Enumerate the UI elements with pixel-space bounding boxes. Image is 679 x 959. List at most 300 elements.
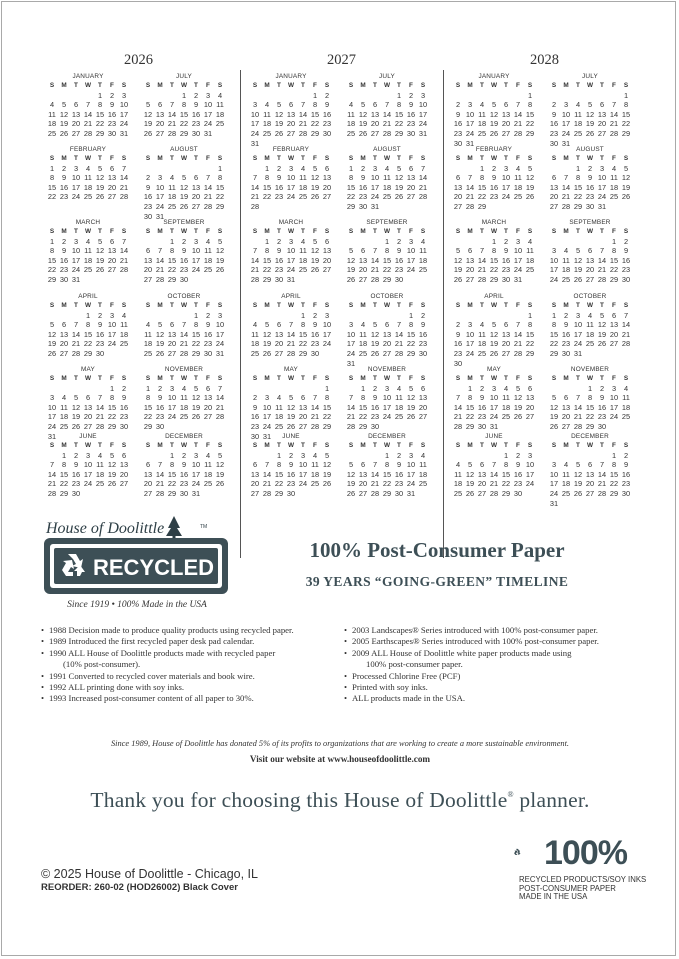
day-cell: 16 <box>310 329 320 339</box>
day-cell: 24 <box>322 339 332 349</box>
day-cell: 31 <box>119 128 129 138</box>
weekday-header: M <box>360 82 366 89</box>
day-cell: 15 <box>298 329 308 339</box>
day-blank <box>46 384 58 394</box>
day-cell: 24 <box>71 192 81 202</box>
day-cell: 24 <box>167 412 177 422</box>
month-august <box>345 145 429 212</box>
day-cell: 2 <box>479 383 485 393</box>
day-cell: 19 <box>573 479 583 489</box>
weekday-header: T <box>576 228 580 235</box>
day-cell: 25 <box>382 192 392 202</box>
day-cell: 11 <box>299 246 307 256</box>
day-cell: 26 <box>358 128 368 138</box>
weekday-header: W <box>180 375 188 382</box>
month-name: DECEMBER <box>165 433 203 440</box>
day-cell: 6 <box>169 320 175 330</box>
day-cell: 26 <box>573 274 583 284</box>
day-cell: 11 <box>419 246 427 256</box>
day-cell: 8 <box>623 100 629 110</box>
day-cell: 27 <box>274 348 284 358</box>
day-cell: 21 <box>513 119 523 129</box>
day-cell: 26 <box>47 348 57 358</box>
day-cell: 17 <box>549 265 559 275</box>
day-cell: 5 <box>491 100 497 110</box>
day-blank <box>452 451 464 461</box>
day-blank <box>166 311 178 321</box>
day-cell: 13 <box>274 329 284 339</box>
day-cell: 10 <box>191 460 201 470</box>
day-cell: 16 <box>203 329 213 339</box>
day-cell: 30 <box>418 348 428 358</box>
day-blank <box>512 311 524 321</box>
day-cell: 2 <box>372 383 378 393</box>
day-cell: 21 <box>119 182 129 192</box>
day-cell: 9 <box>623 460 629 470</box>
day-cell: 26 <box>573 488 583 498</box>
day-cell: 20 <box>143 479 153 489</box>
day-cell: 24 <box>203 119 213 129</box>
day-blank <box>548 91 560 101</box>
weekday-header: S <box>551 155 557 162</box>
weekday-header: W <box>180 442 188 449</box>
month-name: SEPTEMBER <box>569 219 611 226</box>
day-cell: 13 <box>597 109 607 119</box>
day-cell: 24 <box>286 192 296 202</box>
day-cell: 21 <box>95 412 105 422</box>
day-cell: 5 <box>157 320 163 330</box>
day-cell: 28 <box>465 201 475 211</box>
day-cell: 6 <box>145 460 151 470</box>
day-cell: 6 <box>205 383 211 393</box>
day-cell: 14 <box>71 329 81 339</box>
day-cell: 5 <box>551 393 557 403</box>
day-blank <box>345 311 357 321</box>
month-september <box>345 218 429 285</box>
day-cell: 12 <box>262 329 272 339</box>
month-grid <box>249 301 333 359</box>
day-cell: 29 <box>609 488 619 498</box>
day-cell: 8 <box>611 460 617 470</box>
weekday-header: T <box>373 375 377 382</box>
day-cell: 2 <box>109 90 115 100</box>
weekday-header: S <box>527 375 533 382</box>
day-cell: 27 <box>609 339 619 349</box>
weekday-header: S <box>121 302 127 309</box>
day-cell: 30 <box>561 348 571 358</box>
website-link[interactable]: Visit our website at www.houseofdoolittle.com <box>249 754 431 764</box>
day-cell: 23 <box>250 421 260 431</box>
day-blank <box>596 451 608 461</box>
day-cell: 13 <box>155 109 165 119</box>
day-cell: 28 <box>215 412 225 422</box>
day-cell: 11 <box>120 320 128 330</box>
month-june <box>452 432 536 499</box>
day-cell: 5 <box>491 320 497 330</box>
day-cell: 27 <box>107 265 117 275</box>
day-cell: 20 <box>382 339 392 349</box>
day-cell: 1 <box>300 310 306 320</box>
day-cell: 22 <box>346 192 356 202</box>
day-cell: 11 <box>395 393 403 403</box>
day-cell: 30 <box>453 138 463 148</box>
day-cell: 29 <box>465 421 475 431</box>
day-cell: 2 <box>455 100 461 110</box>
day-cell: 7 <box>157 460 163 470</box>
month-name: JUNE <box>485 433 503 440</box>
day-cell: 24 <box>47 421 57 431</box>
day-cell: 16 <box>501 255 511 265</box>
month-name: JULY <box>582 73 598 80</box>
day-cell: 27 <box>59 348 69 358</box>
day-cell: 31 <box>418 128 428 138</box>
day-cell: 26 <box>370 348 380 358</box>
day-cell: 8 <box>169 246 175 256</box>
month-name: OCTOBER <box>573 293 607 300</box>
day-cell: 30 <box>107 128 117 138</box>
day-cell: 3 <box>49 393 55 403</box>
month-name: MARCH <box>481 219 507 226</box>
weekday-header: T <box>170 155 174 162</box>
day-blank <box>249 237 261 247</box>
day-blank <box>584 451 596 461</box>
weekday-header: M <box>264 442 270 449</box>
day-cell: 22 <box>406 339 416 349</box>
year-divider <box>443 70 444 558</box>
day-cell: 21 <box>370 265 380 275</box>
weekday-header: W <box>287 302 295 309</box>
timeline-item: • 1992 ALL printing done with soy inks. <box>41 682 341 693</box>
day-cell: 22 <box>358 412 368 422</box>
day-cell: 7 <box>623 310 629 320</box>
day-cell: 18 <box>47 119 57 129</box>
day-cell: 20 <box>107 182 117 192</box>
day-cell: 10 <box>465 109 475 119</box>
day-cell: 3 <box>85 450 91 460</box>
day-cell: 31 <box>549 498 559 508</box>
day-blank <box>285 384 297 394</box>
day-cell: 10 <box>215 320 225 330</box>
weekday-header: S <box>49 228 55 235</box>
weekday-header: S <box>527 228 533 235</box>
day-cell: 9 <box>61 173 67 183</box>
day-cell: 31 <box>561 138 571 148</box>
day-cell: 30 <box>358 201 368 211</box>
day-cell: 18 <box>621 402 631 412</box>
day-cell: 27 <box>549 201 559 211</box>
day-cell: 21 <box>203 192 213 202</box>
day-cell: 13 <box>71 109 81 119</box>
day-cell: 17 <box>107 329 117 339</box>
day-cell: 12 <box>274 109 284 119</box>
day-blank <box>285 91 297 101</box>
day-cell: 12 <box>310 246 320 256</box>
day-cell: 21 <box>47 479 57 489</box>
month-grid <box>142 301 226 359</box>
day-blank <box>154 311 166 321</box>
day-cell: 14 <box>179 329 189 339</box>
day-cell: 30 <box>203 348 213 358</box>
day-cell: 1 <box>623 90 629 100</box>
day-cell: 19 <box>549 412 559 422</box>
day-cell: 15 <box>143 402 153 412</box>
day-cell: 31 <box>191 488 201 498</box>
copyright: © 2025 House of Doolittle - Chicago, IL <box>41 867 258 881</box>
day-blank <box>142 91 154 101</box>
day-blank <box>273 91 285 101</box>
day-cell: 29 <box>167 488 177 498</box>
weekday-header: T <box>373 228 377 235</box>
day-cell: 10 <box>203 100 213 110</box>
day-cell: 11 <box>562 255 570 265</box>
day-cell: 17 <box>322 329 332 339</box>
weekday-header: S <box>551 375 557 382</box>
day-cell: 10 <box>406 246 416 256</box>
day-cell: 8 <box>193 320 199 330</box>
day-cell: 3 <box>205 90 211 100</box>
weekday-header: M <box>467 155 473 162</box>
day-blank <box>452 91 464 101</box>
day-cell: 29 <box>167 274 177 284</box>
day-cell: 26 <box>346 274 356 284</box>
weekday-header: M <box>61 375 67 382</box>
day-cell: 20 <box>203 402 213 412</box>
day-cell: 7 <box>348 393 354 403</box>
weekday-header: T <box>373 82 377 89</box>
day-cell: 14 <box>394 329 404 339</box>
day-cell: 15 <box>167 255 177 265</box>
day-cell: 17 <box>203 109 213 119</box>
day-cell: 20 <box>250 479 260 489</box>
day-cell: 9 <box>97 320 103 330</box>
weekday-header: S <box>348 82 354 89</box>
day-cell: 3 <box>288 163 294 173</box>
day-cell: 30 <box>621 274 631 284</box>
weekday-header: F <box>313 375 317 382</box>
day-cell: 17 <box>286 182 296 192</box>
day-cell: 15 <box>83 329 93 339</box>
day-cell: 5 <box>348 460 354 470</box>
weekday-header: T <box>98 228 102 235</box>
day-cell: 9 <box>479 393 485 403</box>
day-cell: 25 <box>179 412 189 422</box>
day-cell: 29 <box>274 488 284 498</box>
day-cell: 23 <box>418 339 428 349</box>
day-cell: 18 <box>298 255 308 265</box>
month-grid <box>249 154 333 212</box>
logo-brand: House of Doolittle <box>46 520 165 537</box>
weekday-header: T <box>600 302 604 309</box>
day-cell: 16 <box>59 255 69 265</box>
day-cell: 7 <box>384 100 390 110</box>
day-cell: 16 <box>71 469 81 479</box>
day-cell: 30 <box>310 348 320 358</box>
weekday-header: W <box>84 375 92 382</box>
day-cell: 28 <box>250 201 260 211</box>
day-cell: 2 <box>252 393 258 403</box>
day-cell: 5 <box>312 163 318 173</box>
day-cell: 28 <box>262 488 272 498</box>
day-cell: 12 <box>489 109 499 119</box>
day-cell: 8 <box>503 460 509 470</box>
day-cell: 9 <box>205 320 211 330</box>
day-cell: 23 <box>370 412 380 422</box>
day-cell: 8 <box>49 246 55 256</box>
day-cell: 27 <box>501 348 511 358</box>
day-blank <box>202 164 214 174</box>
weekday-header: W <box>586 375 594 382</box>
day-cell: 30 <box>406 128 416 138</box>
day-cell: 20 <box>167 339 177 349</box>
day-cell: 18 <box>477 119 487 129</box>
day-cell: 4 <box>479 320 485 330</box>
day-blank <box>357 451 369 461</box>
day-cell: 22 <box>143 412 153 422</box>
weekday-header: T <box>504 442 508 449</box>
day-cell: 11 <box>144 329 152 339</box>
day-cell: 5 <box>49 320 55 330</box>
day-cell: 12 <box>215 246 225 256</box>
day-cell: 11 <box>84 246 92 256</box>
day-cell: 7 <box>157 246 163 256</box>
day-cell: 12 <box>585 109 595 119</box>
day-cell: 13 <box>107 173 117 183</box>
month-name: NOVEMBER <box>570 366 610 373</box>
weekday-header: T <box>74 228 78 235</box>
year-title: 2026 <box>124 52 153 68</box>
day-cell: 10 <box>191 246 201 256</box>
day-cell: 12 <box>179 182 189 192</box>
month-december <box>548 432 632 508</box>
day-cell: 23 <box>585 192 595 202</box>
day-cell: 7 <box>300 100 306 110</box>
year-title: 2028 <box>530 52 559 68</box>
day-cell: 27 <box>525 412 535 422</box>
day-cell: 8 <box>467 393 473 403</box>
day-cell: 15 <box>95 109 105 119</box>
day-cell: 13 <box>143 469 153 479</box>
day-cell: 16 <box>513 469 523 479</box>
day-cell: 27 <box>322 265 332 275</box>
day-cell: 31 <box>465 138 475 148</box>
day-cell: 5 <box>527 163 533 173</box>
day-cell: 27 <box>250 488 260 498</box>
weekday-header: S <box>217 155 223 162</box>
day-blank <box>464 237 476 247</box>
day-cell: 28 <box>250 274 260 284</box>
weekday-header: M <box>467 82 473 89</box>
day-blank <box>548 384 560 394</box>
weekday-header: M <box>61 82 67 89</box>
day-blank <box>596 91 608 101</box>
day-cell: 10 <box>250 109 260 119</box>
day-cell: 11 <box>454 469 462 479</box>
timeline-item: • 2003 Landscapes® Series introduced with 100% post-consumer paper. <box>344 625 644 636</box>
day-cell: 28 <box>83 128 93 138</box>
day-cell: 25 <box>59 421 69 431</box>
day-cell: 2 <box>503 236 509 246</box>
day-cell: 29 <box>382 488 392 498</box>
weekday-header: T <box>480 228 484 235</box>
day-cell: 9 <box>491 173 497 183</box>
weekday-header: S <box>551 302 557 309</box>
month-may <box>249 365 333 441</box>
weekday-header: T <box>504 82 508 89</box>
day-cell: 9 <box>396 460 402 470</box>
day-cell: 7 <box>85 100 91 110</box>
weekday-header: T <box>194 82 198 89</box>
weekday-header: S <box>145 375 151 382</box>
day-cell: 19 <box>525 182 535 192</box>
day-cell: 9 <box>503 246 509 256</box>
weekday-header: M <box>264 302 270 309</box>
day-cell: 2 <box>205 310 211 320</box>
day-cell: 7 <box>515 320 521 330</box>
day-cell: 26 <box>215 479 225 489</box>
day-cell: 25 <box>394 412 404 422</box>
day-cell: 4 <box>396 383 402 393</box>
day-cell: 2 <box>121 383 127 393</box>
day-cell: 26 <box>394 192 404 202</box>
day-cell: 12 <box>71 402 81 412</box>
day-cell: 28 <box>394 348 404 358</box>
day-cell: 17 <box>346 339 356 349</box>
day-cell: 14 <box>370 469 380 479</box>
year-2028 <box>446 52 643 508</box>
day-blank <box>464 91 476 101</box>
weekday-header: W <box>490 155 498 162</box>
weekday-header: S <box>623 302 629 309</box>
day-cell: 2 <box>288 450 294 460</box>
day-cell: 22 <box>47 265 57 275</box>
weekday-header: M <box>264 82 270 89</box>
day-cell: 15 <box>621 109 631 119</box>
weekday-header: S <box>455 442 461 449</box>
day-cell: 1 <box>324 383 330 393</box>
day-cell: 5 <box>109 450 115 460</box>
day-blank <box>369 311 381 321</box>
day-cell: 19 <box>513 402 523 412</box>
month-name: MARCH <box>75 219 101 226</box>
day-cell: 16 <box>191 109 201 119</box>
month-grid <box>345 441 429 499</box>
day-cell: 31 <box>47 431 57 441</box>
day-cell: 10 <box>489 393 499 403</box>
day-cell: 19 <box>274 119 284 129</box>
weekday-header: S <box>551 228 557 235</box>
month-november <box>548 365 632 432</box>
day-cell: 21 <box>167 119 177 129</box>
weekday-header: W <box>490 442 498 449</box>
month-name: JUNE <box>282 433 300 440</box>
day-cell: 28 <box>382 128 392 138</box>
month-grid <box>452 154 536 212</box>
day-cell: 23 <box>119 412 129 422</box>
day-cell: 23 <box>453 128 463 138</box>
year-2026 <box>40 52 237 508</box>
day-cell: 25 <box>561 274 571 284</box>
day-cell: 22 <box>609 479 619 489</box>
day-cell: 2 <box>396 450 402 460</box>
day-cell: 20 <box>191 192 201 202</box>
day-cell: 29 <box>59 488 69 498</box>
day-cell: 31 <box>262 431 272 441</box>
day-cell: 14 <box>621 320 631 330</box>
day-cell: 28 <box>477 274 487 284</box>
day-cell: 14 <box>83 109 93 119</box>
day-blank <box>309 384 321 394</box>
day-cell: 14 <box>47 469 57 479</box>
